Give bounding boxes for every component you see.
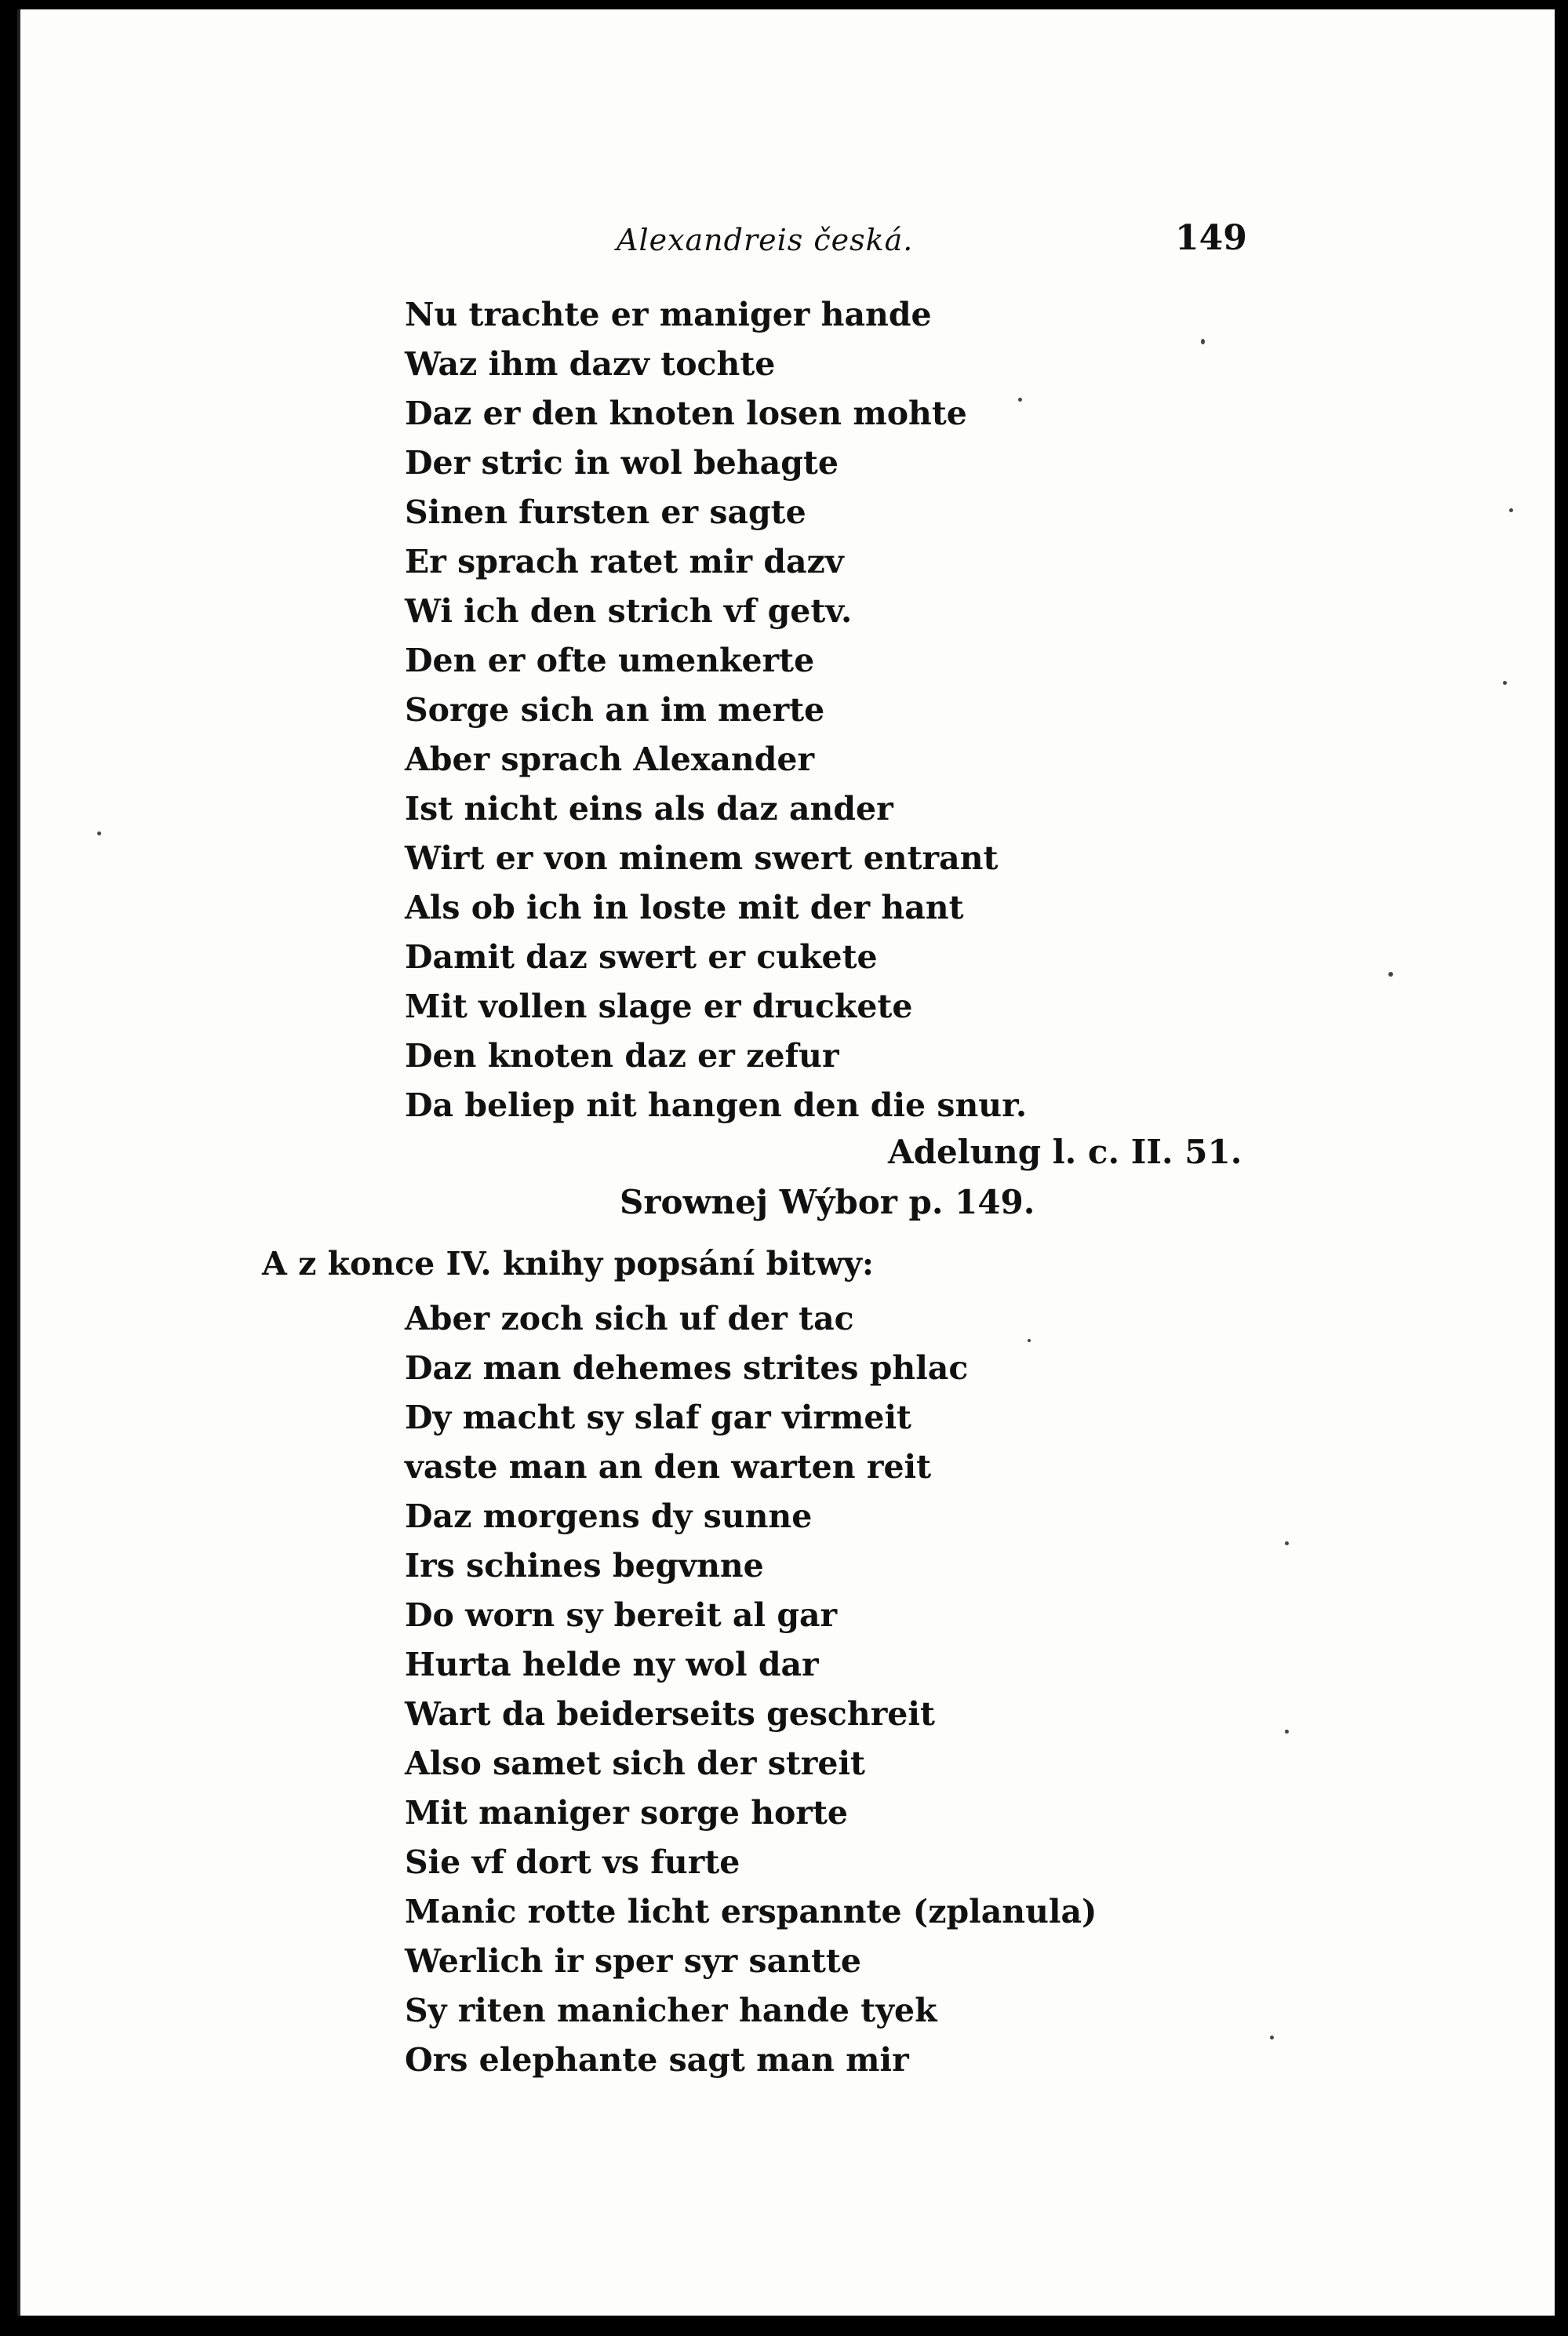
verse-line: Sy riten manicher hande tyek: [405, 1992, 937, 2029]
verse-line: Wi ich den strich vf getv.: [405, 592, 853, 630]
section-intro: A z konce IV. knihy popsání bitwy:: [262, 1245, 875, 1283]
paper-speck: [1388, 972, 1393, 977]
verse-line: Do worn sy bereit al gar: [405, 1596, 838, 1634]
paper-speck: [1018, 398, 1022, 402]
paper-speck: [1285, 1541, 1289, 1545]
verse-block-2: [20, 1294, 1555, 2085]
verse-line: Hurta helde ny wol dar: [405, 1646, 819, 1683]
paper-speck: [1028, 1339, 1031, 1342]
verse-line: Sinen fursten er sagte: [405, 493, 806, 531]
paper-speck: [1270, 2036, 1274, 2039]
book-page: [17, 9, 1555, 2316]
citation-adelung: Adelung l. c. II. 51.: [888, 1133, 1242, 1171]
verse-line: Ors elephante sagt man mir: [405, 2041, 909, 2079]
verse-line: Daz er den knoten losen mohte: [405, 395, 967, 432]
paper-speck: [1509, 508, 1513, 512]
verse-line: Dy macht sy slaf gar virmeit: [405, 1399, 911, 1436]
verse-line: Der stric in wol behagte: [405, 444, 839, 482]
verse-line: Den er ofte umenkerte: [405, 642, 815, 679]
verse-line: Sorge sich an im merte: [405, 691, 825, 729]
verse-block-1: [20, 290, 1555, 1130]
verse-line: Da beliep nit hangen den die snur.: [405, 1086, 1028, 1124]
verse-line: Sie vf dort vs furte: [405, 1843, 740, 1881]
verse-line: Mit maniger sorge horte: [405, 1794, 848, 1832]
verse-line: Mit vollen slage er druckete: [405, 988, 913, 1025]
citation-srownej: Srownej Wýbor p. 149.: [620, 1183, 1035, 1221]
paper-speck: [1201, 339, 1205, 344]
verse-line: Irs schines begvnne: [405, 1547, 764, 1585]
page-header: [20, 215, 1555, 262]
verse-line: Ist nicht eins als daz ander: [405, 790, 893, 828]
verse-line: Manic rotte licht erspannte (zplanula): [405, 1893, 1097, 1930]
verse-line: Aber zoch sich uf der tac: [405, 1300, 854, 1337]
verse-line: Also samet sich der streit: [405, 1745, 865, 1782]
paper-speck: [1503, 681, 1507, 685]
verse-line: Damit daz swert er cukete: [405, 938, 878, 976]
verse-line: vaste man an den warten reit: [405, 1448, 932, 1486]
page-number: 149: [1175, 218, 1247, 258]
verse-line: Wart da beiderseits geschreit: [405, 1695, 935, 1733]
verse-line: Werlich ir sper syr santte: [405, 1942, 861, 1980]
verse-line: Den knoten daz er zefur: [405, 1037, 839, 1075]
verse-line: Er sprach ratet mir dazv: [405, 543, 844, 580]
verse-line: Aber sprach Alexander: [405, 740, 815, 778]
verse-line: Nu trachte er maniger hande: [405, 296, 932, 333]
paper-speck: [97, 831, 101, 835]
running-title: Alexandreis česká.: [617, 223, 914, 257]
verse-line: Als ob ich in loste mit der hant: [405, 889, 964, 926]
verse-line: Daz morgens dy sunne: [405, 1497, 813, 1535]
paper-speck: [1285, 1730, 1289, 1734]
verse-line: Waz ihm dazv tochte: [405, 345, 776, 383]
verse-line: Wirt er von minem swert entrant: [405, 839, 999, 877]
verse-line: Daz man dehemes strites phlac: [405, 1349, 969, 1387]
